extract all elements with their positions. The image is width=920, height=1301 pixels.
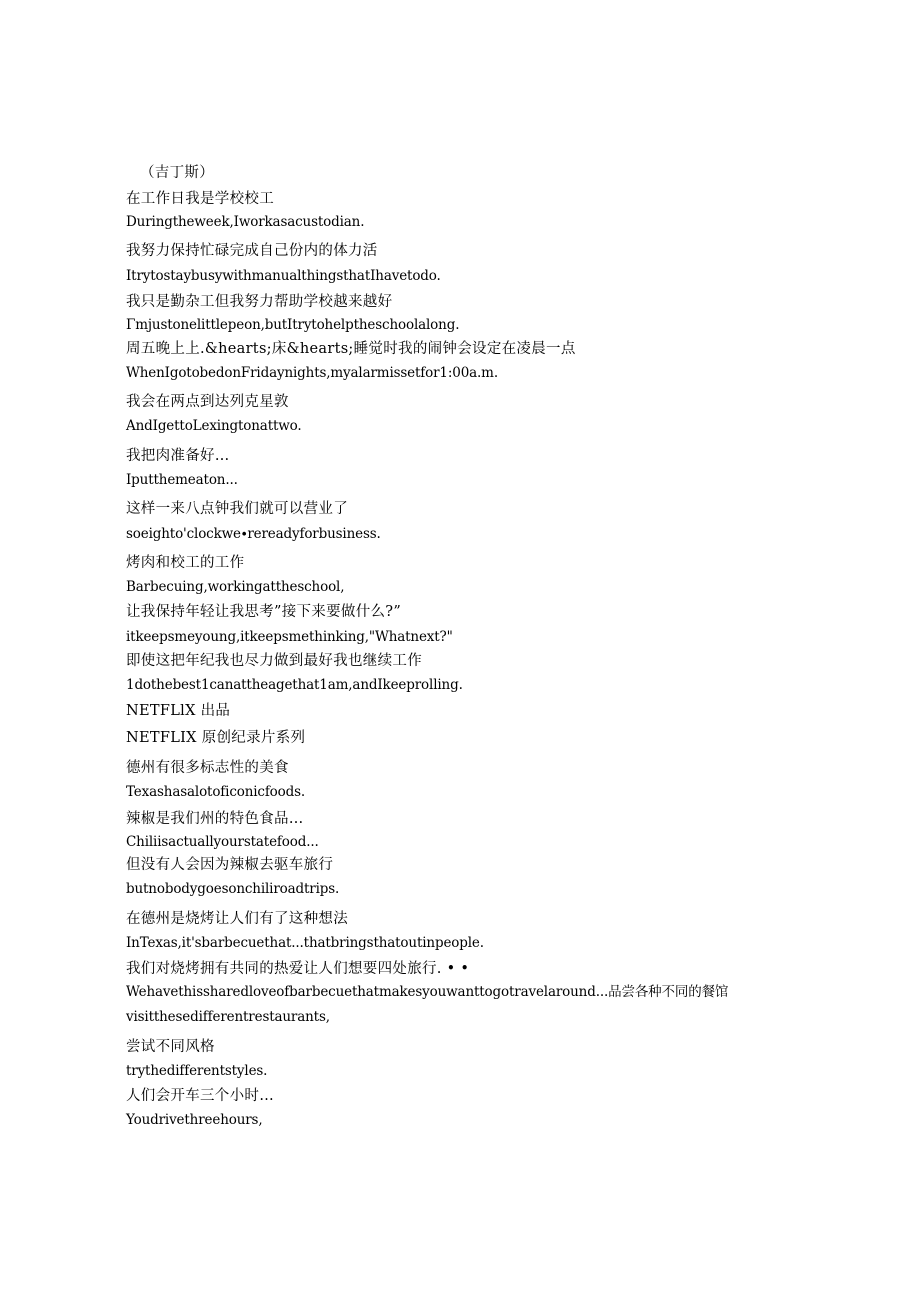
subtitle-line-chinese: 在工作日我是学校校工 — [126, 191, 274, 207]
subtitle-line-english: Wehavethissharedloveofbarbecuethatmakesyouwanttogotravelaround...品尝各种不同的餐馆 — [126, 984, 729, 1000]
subtitle-line-english: Iputthemeaton... — [126, 472, 238, 488]
subtitle-line-chinese: 周五晚上上.&hearts;床&hearts;睡觉时我的闹钟会设定在凌晨一点 — [126, 341, 576, 357]
subtitle-line-chinese: NETFLlX 出品 — [126, 703, 231, 719]
subtitle-line-chinese: 烤肉和校工的工作 — [126, 555, 245, 571]
subtitle-line-english: Duringtheweek,Iworkasacustodian. — [126, 214, 365, 230]
subtitle-line-chinese: 但没有人会因为辣椒去驱车旅行 — [126, 857, 334, 873]
subtitle-line-chinese: 在德州是烧烤让人们有了这种想法 — [126, 911, 348, 927]
subtitle-line-chinese: （吉丁斯） — [140, 165, 214, 181]
subtitle-line-chinese: 我们对烧烤拥有共同的热爱让人们想要四处旅行. • • — [126, 961, 470, 977]
subtitle-line-english: InTexas,it'sbarbecuethat...thatbringsthatoutinpeople. — [126, 935, 484, 951]
subtitle-line-english: butnobodygoesonchiliroadtrips. — [126, 881, 340, 897]
subtitle-line-english: Youdrivethreehours, — [126, 1112, 263, 1128]
subtitle-line-english: trythedifferentstyles. — [126, 1063, 268, 1079]
subtitle-line-chinese: 德州有很多标志性的美食 — [126, 760, 289, 776]
subtitle-line-english: Γmjustonelittlepeon,butItrytohelptheschoolalong. — [126, 317, 460, 333]
subtitle-line-chinese: 让我保持年轻让我思考”接下来要做什么?” — [126, 604, 402, 620]
subtitle-line-english: WhenIgotobedonFridaynights,myalarmissetfor1:00a.m. — [126, 365, 498, 381]
subtitle-line-english: Barbecuing,workingattheschool, — [126, 579, 345, 595]
subtitle-line-chinese: 我努力保持忙碌完成自己份内的体力活 — [126, 243, 378, 259]
subtitle-line-english: 1dothebest1canattheagethat1am,andIkeeprolling. — [126, 677, 463, 693]
subtitle-line-english: Texashasalotoficonicfoods. — [126, 784, 306, 800]
subtitle-line-chinese: 这样一来八点钟我们就可以营业了 — [126, 501, 348, 517]
subtitle-line-english: soeighto'clockwe∙rereadyforbusiness. — [126, 526, 381, 542]
subtitle-line-english: itkeepsmeyoung,itkeepsmethinking,"Whatnext?" — [126, 629, 453, 645]
subtitle-line-chinese: 我只是勤杂工但我努力帮助学校越来越好 — [126, 294, 393, 310]
subtitle-line-chinese: NETFLIX 原创纪录片系列 — [126, 730, 306, 746]
subtitle-line-chinese: 即使这把年纪我也尽力做到最好我也继续工作 — [126, 653, 422, 669]
subtitle-line-chinese: 人们会开车三个小时… — [126, 1088, 274, 1104]
subtitle-line-chinese: 尝试不同风格 — [126, 1039, 215, 1055]
subtitle-line-chinese: 我会在两点到达列克星敦 — [126, 394, 289, 410]
subtitle-line-english: Chiliisactuallyourstatefood... — [126, 834, 319, 850]
subtitle-line-chinese: 我把肉准备好… — [126, 448, 230, 464]
subtitle-line-english: AndIgettoLexingtonattwo. — [126, 418, 302, 434]
subtitle-line-english: ItrytostaybusywithmanualthingsthatIhavetodo. — [126, 268, 441, 284]
subtitle-line-chinese: 辣椒是我们州的特色食品… — [126, 811, 304, 827]
subtitle-line-english: visitthesedifferentrestaurants, — [126, 1009, 330, 1025]
